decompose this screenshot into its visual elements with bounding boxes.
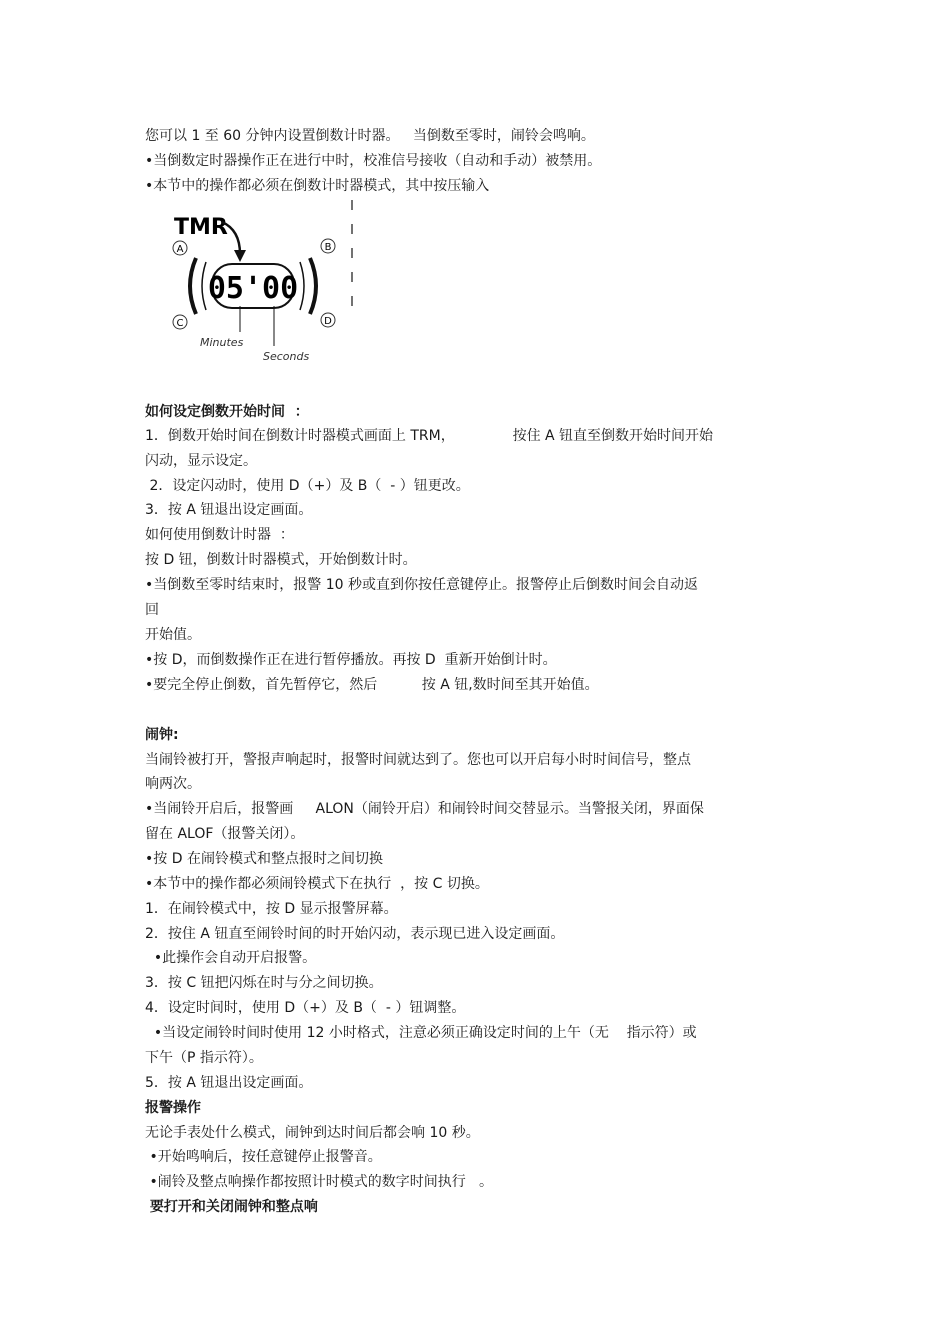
paragraph-line: 开始值。: [145, 627, 201, 643]
watch-timer-figure: [160, 196, 360, 372]
step-line: 2．按住 A 钮直至闹铃时间的时开始闪动，表示现已进入设定画面。: [145, 926, 565, 942]
bullet-line: •当设定闹铃时间时使用 12 小时格式，注意必须正确设定时间的上午（无 指示符）或: [145, 1025, 697, 1041]
step-line: 5．按 A 钮退出设定画面。: [145, 1075, 313, 1091]
bullet-line: •开始鸣响后，按任意键停止报警音。: [145, 1149, 382, 1165]
bullet-line: •当倒数定时器操作正在进行中时，校准信号接收（自动和手动）被禁用。: [145, 153, 602, 169]
bezel-right-outer: [310, 258, 316, 314]
bullet-line: •按 D，而倒数操作正在进行暂停播放。再按 D 重新开始倒计时。: [145, 652, 557, 668]
button-c-label: C: [176, 318, 184, 329]
bullet-line: •此操作会自动开启报警。: [145, 950, 317, 966]
bullet-line: •当闹铃开启后，报警画 ALON（闹铃开启）和闹铃时间交替显示。当警报关闭，界面保: [145, 801, 704, 817]
bullet-line: •本节中的操作都必须在倒数计时器模式，其中按压输入: [145, 178, 490, 194]
paragraph-line: 留在 ALOF（报警关闭）。: [145, 826, 305, 842]
minutes-label: Minutes: [200, 336, 244, 349]
bullet-line: •当倒数至零时结束时，报警 10 秒或直到你按任意键停止。报警停止后倒数时间会自动返: [145, 577, 698, 593]
bullet-line: •闹铃及整点响操作都按照计时模式的数字时间执行 。: [145, 1174, 494, 1190]
bezel-left-outer: [190, 258, 196, 314]
bezel-right-inner: [300, 262, 304, 310]
paragraph-line: 您可以 1 至 60 分钟内设置倒数计时器。 当倒数至零时，闹铃会鸣响。: [145, 128, 595, 144]
paragraph-line: 无论手表处什么模式，闹钟到达时间后都会响 10 秒。: [145, 1125, 480, 1141]
button-a-label: A: [176, 244, 184, 255]
watch-diagram: [160, 196, 360, 372]
button-b-label: B: [324, 242, 332, 253]
paragraph-line: 当闹铃被打开，警报声响起时，报警时间就达到了。您也可以开启每小时时间信号，整点: [145, 752, 691, 768]
bullet-line: •要完全停止倒数，首先暂停它，然后 按 A 钮,数时间至其开始值。: [145, 677, 599, 693]
step-line: 3．按 C 钮把闪烁在时与分之间切换。: [145, 975, 383, 991]
subheading: 如何使用倒数计时器 ：: [145, 527, 294, 543]
seconds-label: Seconds: [263, 350, 310, 363]
paragraph-line: 回: [145, 602, 159, 618]
section-heading: 闹钟:: [145, 727, 179, 743]
step-line: 4．设定时间时，使用 D（+）及 B（ - ）钮调整。: [145, 1000, 466, 1016]
paragraph-line: 下午（P 指示符）。: [145, 1050, 263, 1066]
arrow-head-icon: [234, 250, 246, 262]
button-d-label: D: [324, 316, 332, 327]
bezel-left-inner: [202, 262, 206, 310]
section-heading: 报警操作: [145, 1100, 201, 1116]
paragraph-line: 闪动，显示设定。: [145, 453, 257, 469]
bullet-line: •本节中的操作都必须闹铃模式下在执行 ，按 C 切换。: [145, 876, 489, 892]
step-line: 2．设定闪动时，使用 D（+）及 B（ - ）钮更改。: [145, 478, 470, 494]
timer-display: 05'00: [207, 271, 299, 306]
step-line: 3．按 A 钮退出设定画面。: [145, 502, 313, 518]
paragraph-line: 按 D 钮，倒数计时器模式，开始倒数计时。: [145, 552, 417, 568]
section-heading: 如何设定倒数开始时间 ：: [145, 404, 309, 420]
bullet-line: •按 D 在闹铃模式和整点报时之间切换: [145, 851, 383, 867]
tmr-label: TMR: [174, 215, 228, 240]
paragraph-line: 响两次。: [145, 776, 201, 792]
step-line: 1．倒数开始时间在倒数计时器模式画面上 TRM， 按住 A 钮直至倒数开始时间开始: [145, 428, 714, 444]
section-heading: 要打开和关闭闹钟和整点响: [145, 1199, 318, 1215]
step-line: 1．在闹铃模式中，按 D 显示报警屏幕。: [145, 901, 398, 917]
